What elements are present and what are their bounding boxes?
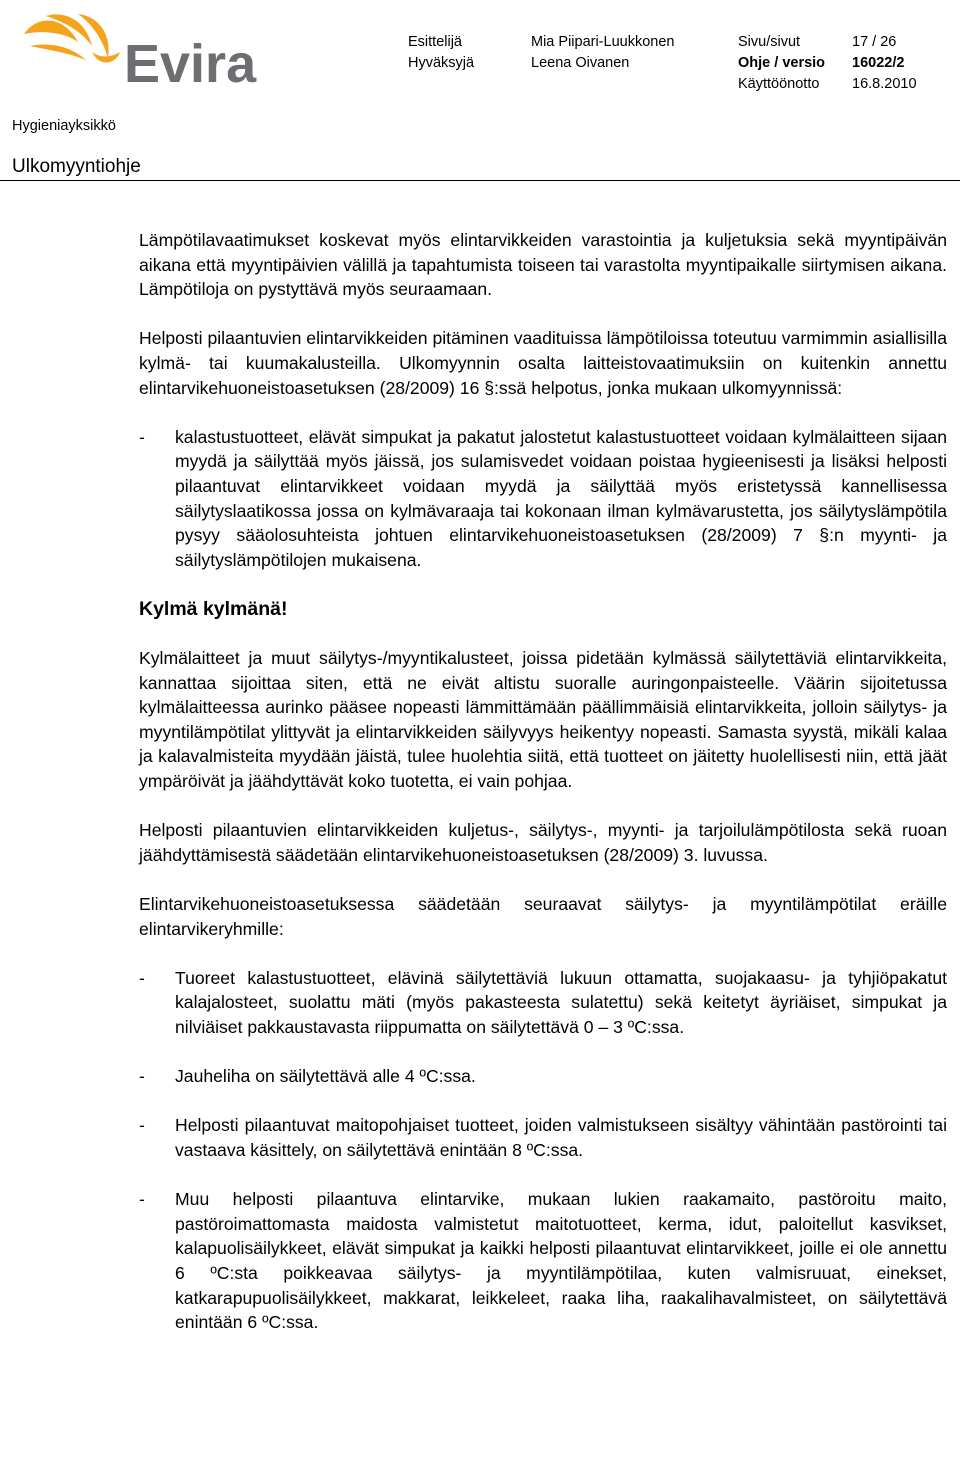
paragraph: Kylmälaitteet ja muut säilytys-/myyntikalusteet, joissa pidetään kylmässä säilytettäviä elintarvikkeita, kannattaa sijoittaa siten, että ne eivät altistu suoralle auringonpaisteelle. Väärin sijoitetussa kylmälaitteessa aurinko pääsee nopeasti lämmittämään päällimmäisiä elintarvikkeita, jolloin säilytys- ja myyntilämpötilat ylittyvät ja elintarvikkeiden säilyvyys heikentyy nopeasti. Samasta syystä, mikäli kalaa ja kalavalmisteita myydään jäistä, tulee huolehtia siitä, että tuotteet on jäitetty huolellisesti niin, että jäät ympäröivät ja jäähdyttävät koko tuotetta, ei vain pohjaa. (139, 648, 947, 792)
approver-label: Hyväksyjä (408, 55, 475, 71)
evira-logo (20, 12, 275, 90)
list-dash: - (139, 426, 145, 447)
pages-value: 17 / 26 (852, 34, 897, 50)
pages-label: Sivu/sivut (738, 34, 801, 50)
paragraph: Helposti pilaantuvien elintarvikkeiden pitäminen vaadituissa lämpötiloissa toteutuu varmimmin asiallisilla kylmä- tai kuumakalusteilla. Ulkomyynnin osalta laitteistovaatimuksiin on kuitenkin annettu elintarvikehuoneistoasetuksen (28/2009) 16 §:ssä helpotus, jonka mukaan ulkomyynnissä: (139, 328, 947, 398)
leaf-icon (24, 14, 120, 63)
list-item-text: Muu helposti pilaantuva elintarvike, mukaan lukien raakamaito, pastöroitu maito, pastöroimattomasta maidosta valmistetut maitotuotteet, kerma, idut, paloitellut kasvikset, kalapuolisäilykkeet, elävät simpukat ja kaikki helposti pilaantuvat elintarvikkeet, joille ei ole annettu 6 ºC:sta poikkeavaa säilytys- ja myyntilämpötilaa, kuten valmisruuat, einekset, katkarapupuolisäilykkeet, makkarat, leikkeleet, raaka liha, raakalihavalmisteet, on säilytettävä enintään 6 ºC:ssa. (175, 1189, 947, 1333)
approver-value: Leena Oivanen (531, 55, 630, 71)
list-item (139, 966, 947, 1040)
list-dash: - (139, 967, 145, 988)
svg-text:Evira: Evira (124, 34, 257, 90)
paragraph: Helposti pilaantuvien elintarvikkeiden kuljetus-, säilytys-, myynti- ja tarjoilulämpötilosta sekä ruoan jäähdyttämisestä säädetään elintarvikehuoneistoasetuksen (28/2009) 3. luvussa. (139, 820, 947, 865)
section-heading: Kylmä kylmänä! (139, 597, 288, 620)
document-body (139, 228, 947, 1359)
unit-name: Hygieniayksikkö (12, 118, 116, 134)
list-item (139, 1187, 947, 1335)
paragraph: Lämpötilavaatimukset koskevat myös elintarvikkeiden varastointia ja kuljetuksia sekä myyntipäivän aikana että myyntipäivien välillä ja tapahtumista toiseen tai varastolta myyntipaikalle siirtymisen aikana. Lämpötiloja on pystyttävä myös seuraamaan. (139, 230, 947, 300)
header-divider (0, 180, 960, 181)
paragraph: Elintarvikehuoneistoasetuksessa säädetään seuraavat säilytys- ja myyntilämpötilat eräille elintarvikeryhmille: (139, 894, 947, 939)
adoption-value: 16.8.2010 (852, 76, 917, 92)
version-label: Ohje / versio (738, 55, 826, 71)
list-item (139, 1113, 947, 1162)
list-dash: - (139, 1189, 145, 1210)
list-item-text: Helposti pilaantuvat maitopohjaiset tuotteet, joiden valmistukseen sisältyy vähintään pastörointi tai vastaava käsittely, on säilytettävä enintään 8 ºC:ssa. (175, 1115, 947, 1160)
document-title: Ulkomyyntiohje (12, 156, 141, 177)
list-item-text: Jauheliha on säilytettävä alle 4 ºC:ssa. (175, 1066, 476, 1087)
list-item (139, 425, 947, 573)
list-dash: - (139, 1115, 145, 1136)
list-item-text: Tuoreet kalastustuotteet, elävinä säilytettäviä lukuun ottamatta, suojakaasu- ja tyhjiöpakatut kalajalosteet, suolattu mäti (myös pakasteesta sulatettu) sekä keitetyt äyriäiset, simpukat ja nilviäiset pakkaustavasta riippumatta on säilytettävä 0 – 3 ºC:ssa. (175, 967, 947, 1037)
version-value: 16022/2 (852, 55, 905, 71)
presenter-value: Mia Piipari-Luukkonen (531, 34, 675, 50)
list-dash: - (139, 1066, 145, 1087)
doc-metadata (408, 31, 948, 97)
presenter-label: Esittelijä (408, 34, 462, 50)
list-item-text: kalastustuotteet, elävät simpukat ja pakatut jalostetut kalastustuotteet voidaan kylmälaitteen sijaan myydä ja säilyttää myös jäissä, jos sulamisvedet voidaan poistaa hygieenisesti ja lisäksi helposti pilaantuvat elintarvikkeet voidaan myydä ja säilyttää myös eristetyssä kannellisessa säilytyslaatikossa jossa on kylmävaraaja tai kokonaan ilman kylmävarustetta, jos säilytyslämpötila pysyy sääolosuhteista johtuen elintarvikehuoneistoasetuksen (28/2009) 7 §:n myynti- ja säilytyslämpötilojen mukaisena. (175, 426, 947, 570)
list-item (139, 1064, 947, 1089)
adoption-label: Käyttöönotto (738, 76, 820, 92)
